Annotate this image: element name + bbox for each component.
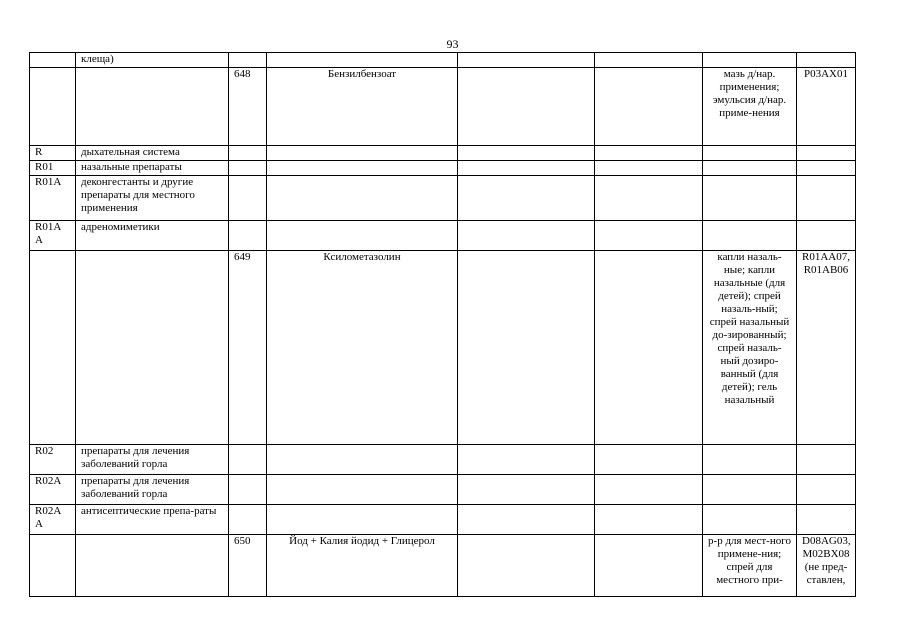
empty-cell	[595, 251, 703, 445]
atc-group-code-cell	[30, 53, 76, 68]
empty-cell	[458, 161, 595, 176]
atc-code-cell	[797, 53, 856, 68]
empty-cell	[458, 53, 595, 68]
dosage-form-cell	[703, 505, 797, 535]
item-number-cell	[229, 53, 267, 68]
atc-group-code-cell: R01A	[30, 176, 76, 221]
table-row	[30, 53, 856, 68]
atc-code-cell: D08AG03, M02BX08 (не пред-ставлен,	[797, 535, 856, 597]
item-number-cell: 649	[229, 251, 267, 445]
table-row	[30, 68, 856, 146]
item-number-cell: 650	[229, 535, 267, 597]
dosage-form-cell: р-р для мест-ного примене-ния; спрей для местного при-	[703, 535, 797, 597]
atc-group-code-cell: R02A	[30, 475, 76, 505]
group-name-cell: антисептические препа-раты	[76, 505, 229, 535]
substance-name-cell: Бензилбензоат	[267, 68, 458, 146]
atc-group-code-cell: R02	[30, 445, 76, 475]
group-name-cell: деконгестанты и другие препараты для местного применения	[76, 176, 229, 221]
table-body	[30, 53, 856, 597]
group-name-cell	[76, 68, 229, 146]
group-name-cell: назальные препараты	[76, 161, 229, 176]
empty-cell	[458, 68, 595, 146]
substance-name-cell	[267, 445, 458, 475]
substance-name-cell: Йод + Калия йодид + Глицерол	[267, 535, 458, 597]
empty-cell	[595, 445, 703, 475]
dosage-form-cell	[703, 146, 797, 161]
dosage-form-cell	[703, 53, 797, 68]
group-name-cell: препараты для лечения заболеваний горла	[76, 475, 229, 505]
atc-code-cell	[797, 146, 856, 161]
empty-cell	[458, 445, 595, 475]
atc-group-code-cell: R	[30, 146, 76, 161]
table-row	[30, 475, 856, 505]
atc-code-cell	[797, 445, 856, 475]
item-number-cell	[229, 505, 267, 535]
substance-name-cell	[267, 475, 458, 505]
atc-code-cell	[797, 505, 856, 535]
atc-group-code-cell	[30, 535, 76, 597]
group-name-cell: клеща)	[76, 53, 229, 68]
atc-code-cell	[797, 475, 856, 505]
empty-cell	[458, 505, 595, 535]
empty-cell	[595, 146, 703, 161]
substance-name-cell	[267, 221, 458, 251]
empty-cell	[458, 221, 595, 251]
dosage-form-cell	[703, 445, 797, 475]
substance-name-cell	[267, 505, 458, 535]
empty-cell	[595, 505, 703, 535]
atc-group-code-cell	[30, 68, 76, 146]
table-row	[30, 221, 856, 251]
table-row	[30, 535, 856, 597]
dosage-form-cell: мазь д/нар. применения; эмульсия д/нар. приме-нения	[703, 68, 797, 146]
item-number-cell	[229, 176, 267, 221]
empty-cell	[595, 221, 703, 251]
empty-cell	[595, 53, 703, 68]
empty-cell	[458, 176, 595, 221]
empty-cell	[458, 535, 595, 597]
empty-cell	[595, 535, 703, 597]
dosage-form-cell: капли назаль-ные; капли назальные (для детей); спрей назаль-ный; спрей назальный до-зированный; спрей назаль-ный дозиро-ванный (для детей); гель назальный	[703, 251, 797, 445]
empty-cell	[595, 176, 703, 221]
empty-cell	[595, 161, 703, 176]
table-row	[30, 161, 856, 176]
atc-code-cell: R01AA07, R01AB06	[797, 251, 856, 445]
atc-group-code-cell: R01	[30, 161, 76, 176]
group-name-cell	[76, 535, 229, 597]
item-number-cell	[229, 146, 267, 161]
item-number-cell	[229, 221, 267, 251]
table-row	[30, 146, 856, 161]
atc-code-cell	[797, 176, 856, 221]
atc-group-code-cell: R01A A	[30, 221, 76, 251]
group-name-cell: дыхательная система	[76, 146, 229, 161]
table-row	[30, 505, 856, 535]
item-number-cell: 648	[229, 68, 267, 146]
table-row	[30, 176, 856, 221]
group-name-cell	[76, 251, 229, 445]
atc-code-cell	[797, 221, 856, 251]
atc-code-cell	[797, 161, 856, 176]
substance-name-cell	[267, 53, 458, 68]
substance-name-cell	[267, 146, 458, 161]
group-name-cell: препараты для лечения заболеваний горла	[76, 445, 229, 475]
substance-name-cell	[267, 161, 458, 176]
drug-table	[29, 52, 856, 597]
item-number-cell	[229, 161, 267, 176]
empty-cell	[595, 475, 703, 505]
table-row	[30, 251, 856, 445]
empty-cell	[458, 251, 595, 445]
item-number-cell	[229, 445, 267, 475]
substance-name-cell: Ксилометазолин	[267, 251, 458, 445]
substance-name-cell	[267, 176, 458, 221]
dosage-form-cell	[703, 221, 797, 251]
dosage-form-cell	[703, 161, 797, 176]
atc-group-code-cell: R02A A	[30, 505, 76, 535]
dosage-form-cell	[703, 176, 797, 221]
table-row	[30, 445, 856, 475]
page-number: 93	[446, 37, 459, 51]
dosage-form-cell	[703, 475, 797, 505]
empty-cell	[595, 68, 703, 146]
atc-group-code-cell	[30, 251, 76, 445]
empty-cell	[458, 475, 595, 505]
group-name-cell: адреномиметики	[76, 221, 229, 251]
empty-cell	[458, 146, 595, 161]
atc-code-cell: P03AX01	[797, 68, 856, 146]
item-number-cell	[229, 475, 267, 505]
